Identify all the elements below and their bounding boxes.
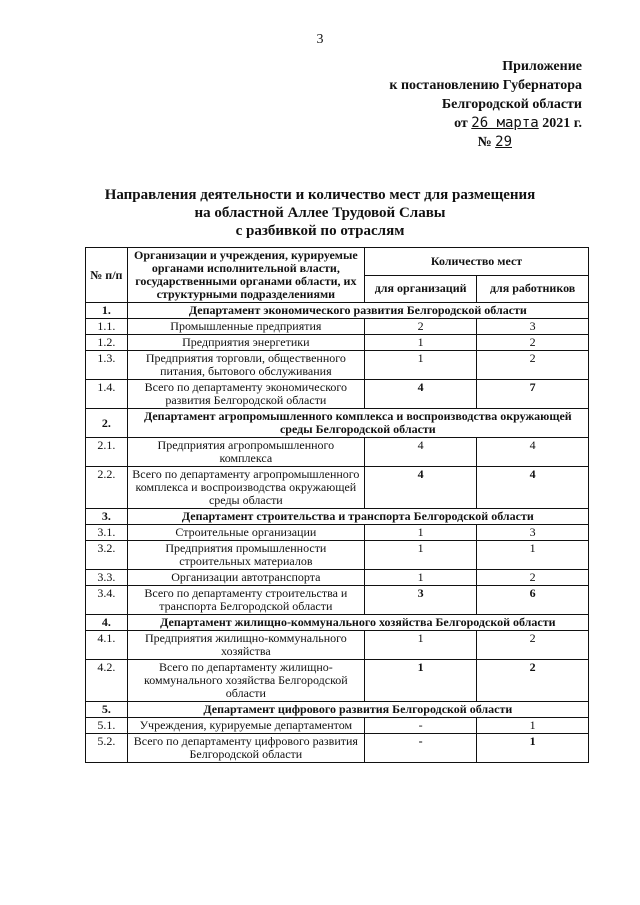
department-name: Департамент жилищно-коммунального хозяйства Белгородской области [127,615,588,631]
row-orgs-count: 1 [365,335,477,351]
table-row [86,718,589,734]
allocation-table [85,247,589,763]
row-name: Строительные организации [127,525,364,541]
row-orgs-count: 1 [365,351,477,380]
row-num: 3.4. [86,586,128,615]
table-row [86,541,589,570]
row-workers-count: 2 [477,335,589,351]
appendix-region: Белгородской области [441,97,582,112]
row-orgs-count: 4 [365,380,477,409]
row-num: 1.4. [86,380,128,409]
row-name: Всего по департаменту жилищно-коммунального хозяйства Белгородской области [127,660,364,702]
row-num: 4.1. [86,631,128,660]
table-row [86,351,589,380]
title-line-2: на областной Аллее Трудовой Славы [194,205,446,221]
row-workers-count: 2 [477,631,589,660]
row-orgs-count: 1 [365,525,477,541]
row-orgs-count: 1 [365,660,477,702]
header-org: Организации и учреждения, курируемые органами исполнительной власти, государственными органами области, их структурными подразделениями [127,248,364,303]
table-row [86,631,589,660]
row-workers-count: 2 [477,351,589,380]
row-num: 1.3. [86,351,128,380]
appendix-date [389,114,582,133]
row-num: 2.2. [86,467,128,509]
table-row-total [86,734,589,763]
department-name: Департамент агропромышленного комплекса и воспроизводства окружающей среды Белгородской области [127,409,588,438]
appendix-number [389,133,512,152]
number-value: 29 [495,134,512,150]
row-name: Предприятия агропромышленного комплекса [127,438,364,467]
row-num: 3.1. [86,525,128,541]
row-num: 3.2. [86,541,128,570]
table-row [86,335,589,351]
row-name: Предприятия промышленности строительных материалов [127,541,364,570]
row-workers-count: 2 [477,570,589,586]
row-num: 5. [86,702,128,718]
row-num: 4. [86,615,128,631]
row-num: 1.2. [86,335,128,351]
row-workers-count: 6 [477,586,589,615]
row-workers-count: 3 [477,525,589,541]
header-for-orgs: для организаций [365,275,477,303]
number-prefix: № [477,135,492,150]
table-row-department [86,409,589,438]
row-name: Предприятия торговли, общественного питания, бытового обслуживания [127,351,364,380]
row-num: 2. [86,409,128,438]
title-line-1: Направления деятельности и количество мест для размещения [104,187,536,203]
row-workers-count: 4 [477,438,589,467]
row-num: 2.1. [86,438,128,467]
header-for-workers: для работников [477,275,589,303]
table-body [86,303,589,763]
row-orgs-count: 2 [365,319,477,335]
row-num: 3. [86,509,128,525]
document-title [60,186,580,240]
table-row [86,525,589,541]
row-name: Предприятия энергетики [127,335,364,351]
row-workers-count: 2 [477,660,589,702]
row-workers-count: 1 [477,718,589,734]
row-workers-count: 1 [477,541,589,570]
table-row-total [86,467,589,509]
table-row [86,438,589,467]
appendix-block [389,57,582,152]
table-row-total [86,586,589,615]
table-row [86,319,589,335]
row-name: Всего по департаменту цифрового развития Белгородской области [127,734,364,763]
table-row-department [86,509,589,525]
row-num: 1.1. [86,319,128,335]
row-orgs-count: 4 [365,467,477,509]
row-num: 5.1. [86,718,128,734]
row-name: Всего по департаменту строительства и транспорта Белгородской области [127,586,364,615]
table-row [86,570,589,586]
table-row-department [86,303,589,319]
row-name: Всего по департаменту агропромышленного комплекса и воспроизводства окружающей среды области [127,467,364,509]
appendix-title: Приложение [502,59,582,74]
row-orgs-count: - [365,718,477,734]
row-workers-count: 1 [477,734,589,763]
row-workers-count: 7 [477,380,589,409]
date-prefix: от [454,116,468,131]
department-name: Департамент экономического развития Белгородской области [127,303,588,319]
header-places: Количество мест [365,248,589,276]
table-row-department [86,615,589,631]
page-number: 3 [316,32,324,47]
row-num: 4.2. [86,660,128,702]
row-name: Предприятия жилищно-коммунального хозяйства [127,631,364,660]
date-suffix: 2021 г. [542,116,582,131]
date-value: 26 марта [471,115,539,131]
row-workers-count: 4 [477,467,589,509]
row-num: 1. [86,303,128,319]
row-orgs-count: - [365,734,477,763]
table-row-department [86,702,589,718]
row-orgs-count: 4 [365,438,477,467]
row-num: 5.2. [86,734,128,763]
row-workers-count: 3 [477,319,589,335]
row-num: 3.3. [86,570,128,586]
row-name: Организации автотранспорта [127,570,364,586]
department-name: Департамент цифрового развития Белгородской области [127,702,588,718]
row-orgs-count: 1 [365,631,477,660]
table-row-total [86,380,589,409]
row-name: Промышленные предприятия [127,319,364,335]
header-num: № п/п [86,248,128,303]
department-name: Департамент строительства и транспорта Белгородской области [127,509,588,525]
row-orgs-count: 3 [365,586,477,615]
appendix-resolution: к постановлению Губернатора [389,78,582,93]
row-name: Учреждения, курируемые департаментом [127,718,364,734]
table-row-total [86,660,589,702]
row-name: Всего по департаменту экономического развития Белгородской области [127,380,364,409]
row-orgs-count: 1 [365,570,477,586]
row-orgs-count: 1 [365,541,477,570]
title-line-3: с разбивкой по отраслям [235,223,405,239]
